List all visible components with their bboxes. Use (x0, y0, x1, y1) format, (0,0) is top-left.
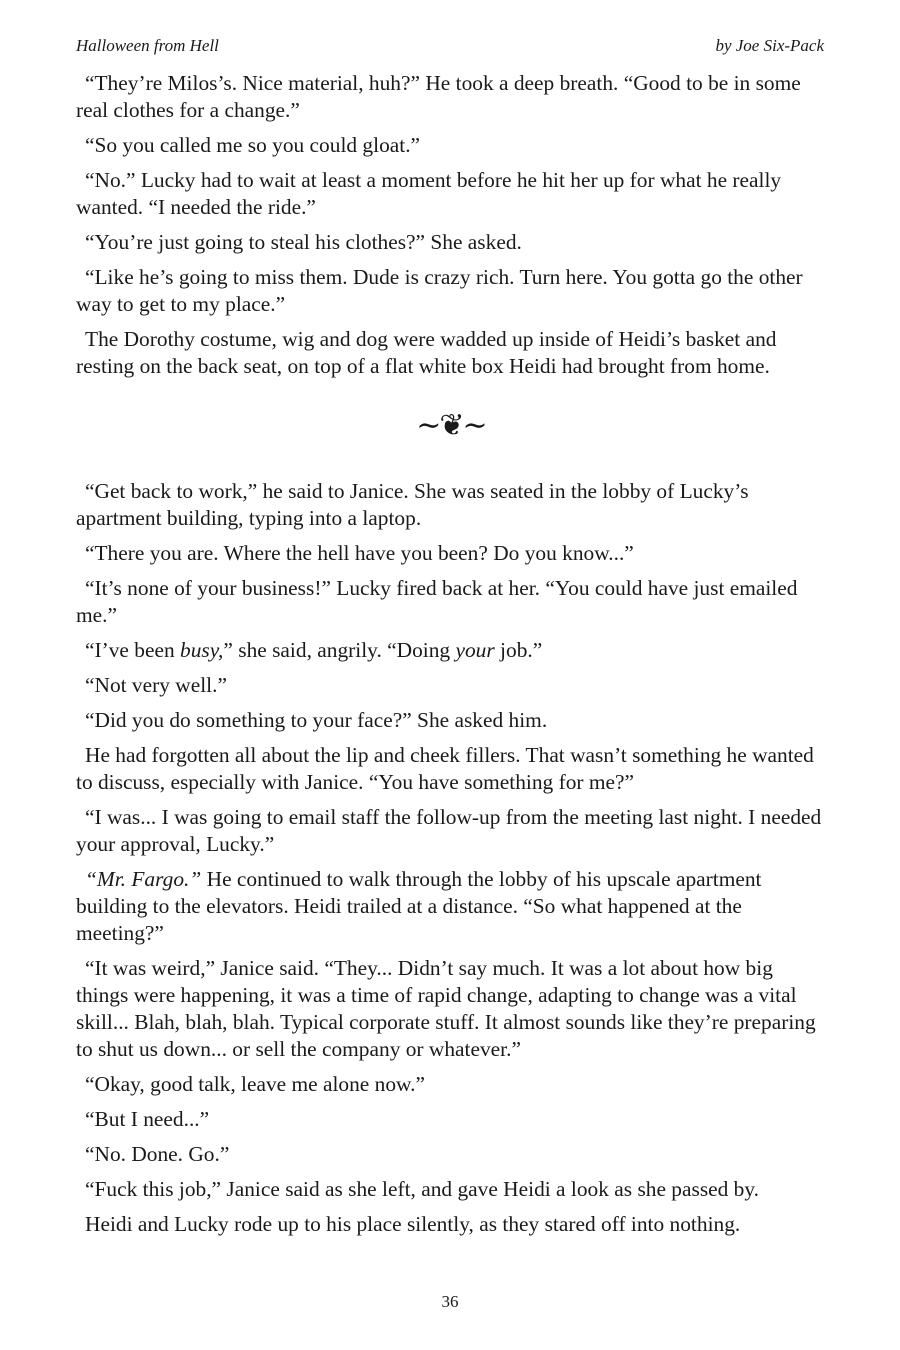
text-run: “I’ve been (85, 638, 181, 662)
paragraph: “No. Done. Go.” (85, 1142, 230, 1166)
page-number: 36 (441, 1292, 459, 1311)
italic-run: “Mr. Fargo.” (85, 867, 202, 891)
paragraph: “It’s none of your business!” Lucky fired back at her. “You could have just emailed me.” (76, 576, 798, 627)
text-run: He continued to walk through the lobby of his upscale apartment building to the elevators. Heidi trailed at a distance. “So what happened at the meeting?” (76, 867, 762, 945)
paragraph: “Like he’s going to miss them. Dude is crazy rich. Turn here. You gotta go the other way to get to my place.” (76, 265, 803, 316)
paragraph: The Dorothy costume, wig and dog were wadded up inside of Heidi’s basket and resting on the back seat, on top of a flat white box Heidi had brought from home. (76, 327, 777, 378)
text-run: job.” (494, 638, 543, 662)
page-body (76, 70, 826, 1246)
paragraph: Heidi and Lucky rode up to his place silently, as they stared off into nothing. (85, 1212, 741, 1236)
paragraph: “There you are. Where the hell have you been? Do you know...” (85, 541, 634, 565)
book-author: by Joe Six-Pack (715, 36, 824, 55)
paragraph: “It was weird,” Janice said. “They... Didn’t say much. It was a lot about how big things were happening, it was a time of rapid change, adapting to change was a vital skill... Blah, blah, blah. Typical corporate stuff. It almost sounds like they’re preparing to shut us down... or sell the company or whatever.” (76, 956, 816, 1061)
paragraph-fargo (76, 866, 826, 947)
section-break-ornament: ∼❦∼ (416, 409, 486, 442)
paragraph: “They’re Milos’s. Nice material, huh?” He took a deep breath. “Good to be in some real clothes for a change.” (76, 71, 801, 122)
text-run: ” she said, angrily. “Doing (223, 638, 456, 662)
paragraph: “No.” Lucky had to wait at least a moment before he hit her up for what he really wanted. “I needed the ride.” (76, 168, 782, 219)
paragraph: “Did you do something to your face?” She asked him. (85, 708, 548, 732)
paragraph: “Okay, good talk, leave me alone now.” (85, 1072, 425, 1096)
paragraph: “I was... I was going to email staff the follow-up from the meeting last night. I needed your approval, Lucky.” (76, 805, 822, 856)
paragraph: “So you called me so you could gloat.” (85, 133, 421, 157)
paragraph: “Not very well.” (85, 673, 227, 697)
paragraph: “You’re just going to steal his clothes?” She asked. (85, 230, 522, 254)
paragraph-busy (76, 637, 826, 664)
italic-run: your (455, 638, 495, 662)
paragraph: “Fuck this job,” Janice said as she left, and gave Heidi a look as she passed by. (85, 1177, 760, 1201)
italic-run: busy, (180, 638, 224, 662)
book-title: Halloween from Hell (76, 36, 219, 55)
paragraph: He had forgotten all about the lip and cheek fillers. That wasn’t something he wanted to discuss, especially with Janice. “You have something for me?” (76, 743, 814, 794)
running-head (76, 36, 824, 56)
paragraph: “But I need...” (85, 1107, 210, 1131)
paragraph: “Get back to work,” he said to Janice. She was seated in the lobby of Lucky’s apartment building, typing into a laptop. (76, 479, 749, 530)
